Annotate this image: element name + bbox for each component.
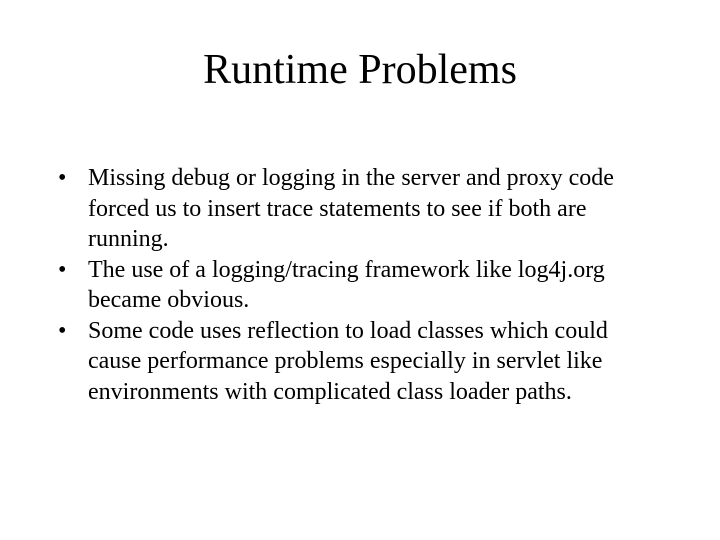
bullet-text: Missing debug or logging in the server and proxy code forced us to insert trace statements to see if both are running. [88, 165, 614, 252]
bullet-icon: • [58, 256, 67, 283]
bullet-item [52, 255, 652, 316]
bullet-item [52, 316, 652, 408]
bullet-item [52, 163, 652, 255]
bullet-icon: • [58, 317, 67, 344]
slide-title: Runtime Problems [203, 47, 517, 93]
bullet-text: The use of a logging/tracing framework like log4j.org became obvious. [88, 256, 605, 313]
bullet-list [52, 163, 652, 407]
bullet-icon: • [58, 165, 67, 191]
bullet-text: Some code uses reflection to load classes which could cause performance problems especially in servlet like environments with complicated class loader paths. [88, 317, 608, 405]
